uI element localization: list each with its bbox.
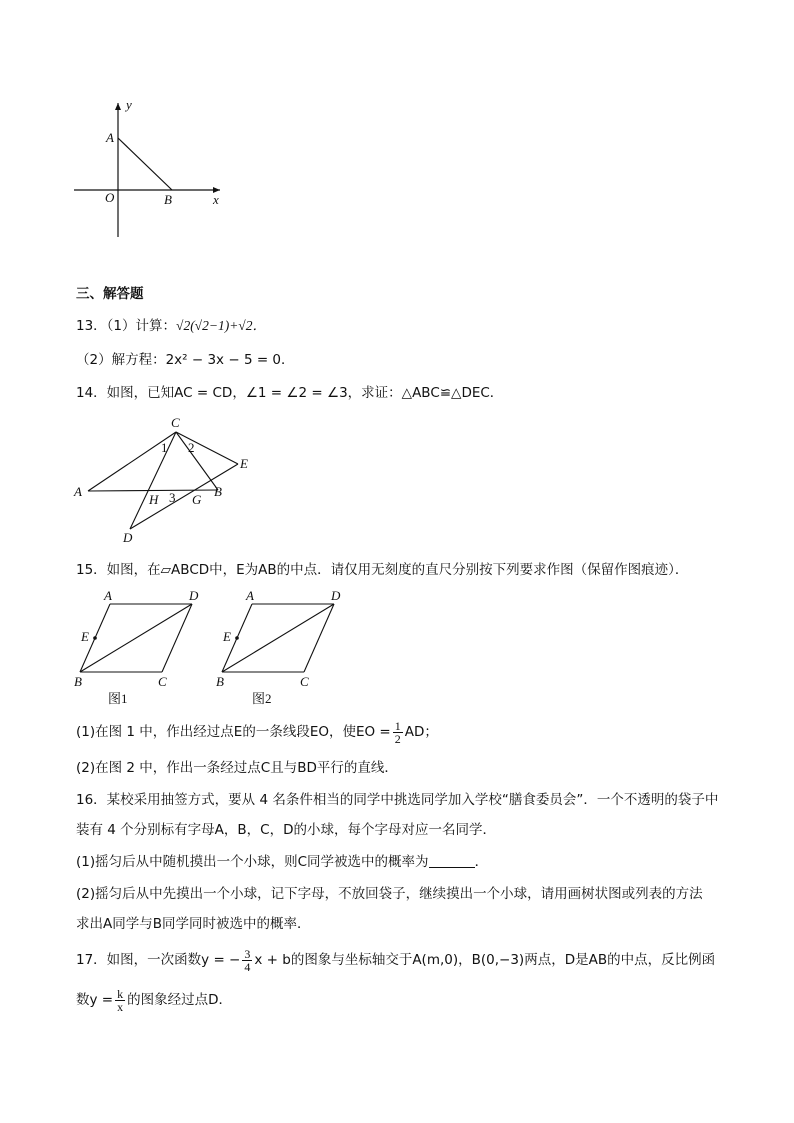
q14-text: 14．如图，已知AC = CD，∠1 = ∠2 = ∠3，求证：△ABC≌△DEC． bbox=[76, 385, 504, 401]
q15-part1-a: (1)在图 1 中，作出经过点E的一条线段EO，使EO = bbox=[76, 724, 391, 740]
q13-part1-expr: √2(√2−1)+√2． bbox=[176, 318, 266, 333]
axis-y-label: y bbox=[126, 97, 132, 112]
q15-figure-1 bbox=[70, 586, 210, 708]
q17-line2-b: 的图象经过点D． bbox=[127, 992, 232, 1008]
q17-frac1-num: 3 bbox=[244, 946, 251, 961]
q16-line1: 16．某校采用抽签方式，要从 4 名条件相当的同学中挑选同学加入学校“膳食委员会”．一个不透明的袋子中 bbox=[76, 792, 719, 808]
q15f2-label-a: A bbox=[246, 588, 254, 603]
q16-part1-text: (1)摇匀后从中随机摸出一个小球，则C同学被选中的概率为 bbox=[76, 854, 429, 870]
q16-line2: 装有 4 个分别标有字母A，B，C，D的小球，每个字母对应一名同学． bbox=[76, 822, 496, 838]
point-b-label: B bbox=[164, 192, 172, 207]
q15f2-label-c: C bbox=[300, 674, 309, 689]
q15-figure-2 bbox=[212, 586, 352, 708]
q14-label-e: E bbox=[240, 456, 248, 471]
q15-frac-num: 1 bbox=[394, 718, 401, 733]
q15-part1-b: AD； bbox=[404, 724, 438, 740]
q17-line2 bbox=[76, 986, 232, 1014]
q15f1-label-e: E bbox=[81, 629, 89, 644]
q15-part1 bbox=[76, 719, 438, 745]
q15-text: 15．如图，在▱ABCD中，E为AB的中点．请仅用无刻度的直尺分别按下列要求作图（保留作图痕迹）． bbox=[76, 562, 689, 578]
q14-angle-3: 3 bbox=[169, 490, 176, 505]
q17-fraction-2 bbox=[115, 988, 125, 1013]
q13-part2: （2）解方程：2x² − 3x − 5 = 0． bbox=[76, 352, 295, 368]
q15-frac-den: 2 bbox=[394, 731, 401, 746]
q16-part2-line2: 求出A同学与B同学同时被选中的概率． bbox=[76, 916, 311, 932]
axis-x-label: x bbox=[213, 192, 219, 207]
q14-figure bbox=[70, 412, 270, 547]
q15-fraction bbox=[393, 720, 403, 745]
q16-answer-blank bbox=[429, 853, 475, 868]
q14-label-h: H bbox=[149, 492, 159, 507]
q15f1-label-b: B bbox=[74, 674, 82, 689]
q15f1-label-d: D bbox=[189, 588, 199, 603]
q17-frac1-den: 4 bbox=[244, 959, 251, 974]
q17-line1-a: 17．如图，一次函数y = − bbox=[76, 952, 241, 968]
point-a-label: A bbox=[106, 130, 114, 145]
q14-angle-2: 2 bbox=[188, 440, 195, 455]
q16-part1-end: ． bbox=[474, 854, 489, 870]
q17-line2-a: 数y = bbox=[76, 992, 114, 1008]
q15f1-label-c: C bbox=[158, 674, 167, 689]
q14-label-a: A bbox=[74, 484, 82, 499]
q14-label-c: C bbox=[171, 415, 180, 430]
q15f2-caption: 图2 bbox=[252, 691, 272, 706]
q15f2-label-e: E bbox=[223, 629, 231, 644]
q15f2-label-b: B bbox=[216, 674, 224, 689]
origin-label: O bbox=[105, 190, 115, 205]
q17-line1 bbox=[76, 946, 715, 974]
q15f1-caption: 图1 bbox=[108, 691, 128, 706]
q14-label-d: D bbox=[123, 530, 133, 545]
q16-part1 bbox=[76, 852, 488, 872]
q17-line1-b: x + b的图象与坐标轴交于A(m,0)，B(0,−3)两点，D是AB的中点，反比例函 bbox=[254, 952, 716, 968]
q14-angle-1: 1 bbox=[161, 440, 168, 455]
q14-label-g: G bbox=[192, 492, 202, 507]
q17-fraction-1 bbox=[242, 948, 252, 973]
q15f2-label-d: D bbox=[331, 588, 341, 603]
q16-part2-line1: (2)摇匀后从中先摸出一个小球，记下字母，不放回袋子，继续摸出一个小球，请用画树状图或列表的方法 bbox=[76, 886, 703, 902]
q14-label-b: B bbox=[214, 484, 222, 499]
q13-part1 bbox=[76, 316, 266, 336]
q15-part2: (2)在图 2 中，作出一条经过点C且与BD平行的直线． bbox=[76, 760, 398, 776]
q17-frac2-num: k bbox=[117, 986, 124, 1001]
q15f1-label-a: A bbox=[104, 588, 112, 603]
q13-part1-prefix: 13．（1）计算： bbox=[76, 318, 177, 334]
q17-frac2-den: x bbox=[117, 999, 124, 1014]
section-title: 三、解答题 bbox=[76, 286, 144, 302]
axes-figure bbox=[60, 95, 240, 245]
